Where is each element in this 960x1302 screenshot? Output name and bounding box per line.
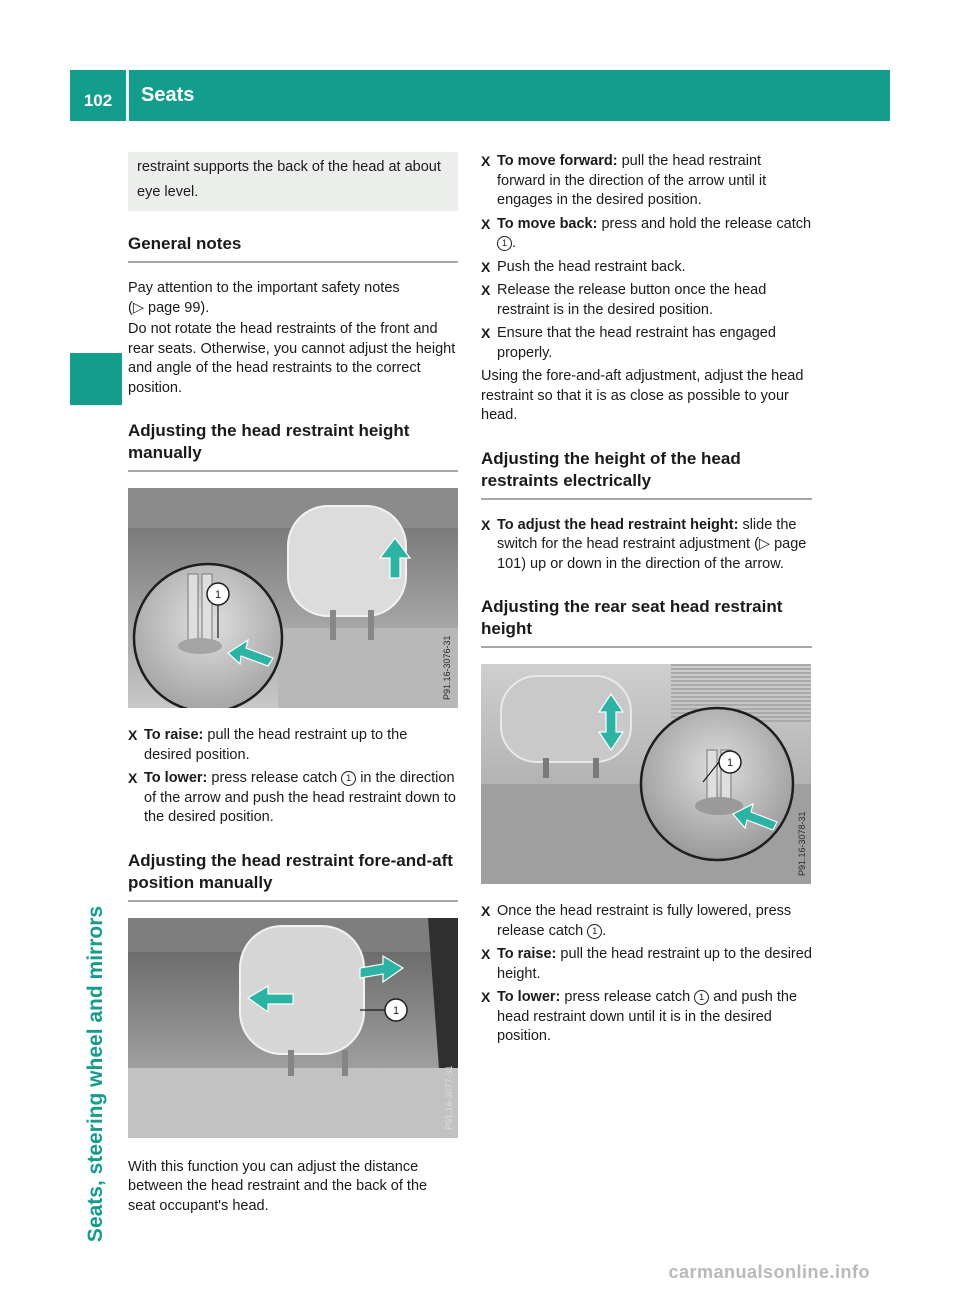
step-rear-lower: X To lower: press release catch 1 and push the head restraint down until it is in the desired position. <box>481 989 798 1044</box>
step-lower: X To lower: press release catch 1 in the direction of the arrow and push the head restraint down to the desired position. <box>128 770 456 825</box>
heading-general-notes: General notes <box>128 233 458 263</box>
figure-rear-seat <box>481 664 811 884</box>
head-restraint-fore-aft-illustration <box>128 918 458 1138</box>
figure-code: P91.16-3078-31 <box>797 811 807 876</box>
step-arrow-icon: X <box>481 215 491 232</box>
rotate-warning-paragraph: Do not rotate the head restraints of the front and rear seats. Otherwise, you cannot adjust the height and angle of the head restraints to the correct position. <box>128 321 456 396</box>
step-adjust-electric: X To adjust the head restraint height: slide the switch for the head restraint adjustment (▷ page 101) up or down in the direction of the arrow. <box>481 516 807 572</box>
callout-number-icon: 1 <box>341 771 356 786</box>
step-fully-lowered: X Once the head restraint is fully lowered, press release catch 1 . <box>481 903 792 939</box>
step-arrow-icon: X <box>481 903 491 919</box>
section-marker <box>70 353 122 405</box>
step-push-back: X Push the head restraint back. <box>481 258 812 278</box>
side-tab <box>70 905 122 1243</box>
step-raise: X To raise: pull the head restraint up to the desired position. <box>128 727 408 763</box>
heading-height-manual: Adjusting the head restraint height manually <box>128 420 458 472</box>
step-arrow-icon: X <box>128 770 138 786</box>
page-number: 102 <box>83 91 113 110</box>
step-arrow-icon: X <box>481 153 491 169</box>
callout-number-icon: 1 <box>497 236 512 251</box>
fore-aft-note: Using the fore-and-aft adjustment, adjust the head restraint so that it is as close as possible to your head. <box>481 368 804 423</box>
callout-box: restraint supports the back of the head at about eye level. <box>128 152 458 211</box>
step-arrow-icon: X <box>481 989 491 1005</box>
step-move-back: X To move back: press and hold the release catch 1 . <box>481 215 812 251</box>
heading-fore-aft: Adjusting the head restraint fore-and-aft position manually <box>128 850 458 902</box>
fore-aft-description: With this function you can adjust the distance between the head restraint and the back of the seat occupant's head. <box>128 1158 428 1214</box>
step-rear-raise: X To raise: pull the head restraint up to the desired height. <box>481 946 812 982</box>
step-release-once: X Release the release button once the head restraint is in the desired position. <box>481 282 767 318</box>
step-arrow-icon: X <box>481 946 491 962</box>
callout-number-icon: 1 <box>587 924 602 939</box>
head-restraint-height-illustration <box>128 488 458 708</box>
heading-electric: Adjusting the height of the head restraints electrically <box>481 448 812 500</box>
figure-callout-1: 1 <box>392 1004 400 1017</box>
figure-callout-1: 1 <box>214 589 222 601</box>
footer-watermark: carmanualsonline.info <box>668 1262 870 1282</box>
right-column <box>481 152 812 1051</box>
page-reference-link[interactable]: (▷ page 99). <box>128 299 210 316</box>
left-column <box>128 152 458 1222</box>
step-arrow-icon: X <box>481 282 491 298</box>
step-arrow-icon: X <box>481 516 491 533</box>
step-arrow-icon: X <box>481 325 491 341</box>
step-arrow-icon: X <box>481 258 491 275</box>
side-tab-label: Seats, steering wheel and mirrors <box>84 905 107 1243</box>
figure-code: P91.16-3076-31 <box>442 635 452 700</box>
safety-note-paragraph <box>128 279 458 318</box>
rear-head-restraint-illustration <box>481 664 811 884</box>
figure-callout-1: 1 <box>726 757 734 769</box>
figure-fore-aft <box>128 918 458 1138</box>
page-title: Seats <box>141 84 195 106</box>
figure-code: P91.16-3077-31 <box>444 1064 454 1130</box>
heading-rear-seat: Adjusting the rear seat head restraint height <box>481 596 812 648</box>
figure-height-manual <box>128 488 458 708</box>
step-move-forward: X To move forward: pull the head restraint forward in the direction of the arrow until it engages in the desired position. <box>481 153 767 208</box>
step-ensure-engaged: X Ensure that the head restraint has engaged properly. <box>481 325 776 361</box>
header-divider <box>126 70 129 121</box>
callout-number-icon: 1 <box>694 990 709 1005</box>
step-arrow-icon: X <box>128 727 138 743</box>
safety-note-text: Pay attention to the important safety notes <box>128 280 400 296</box>
